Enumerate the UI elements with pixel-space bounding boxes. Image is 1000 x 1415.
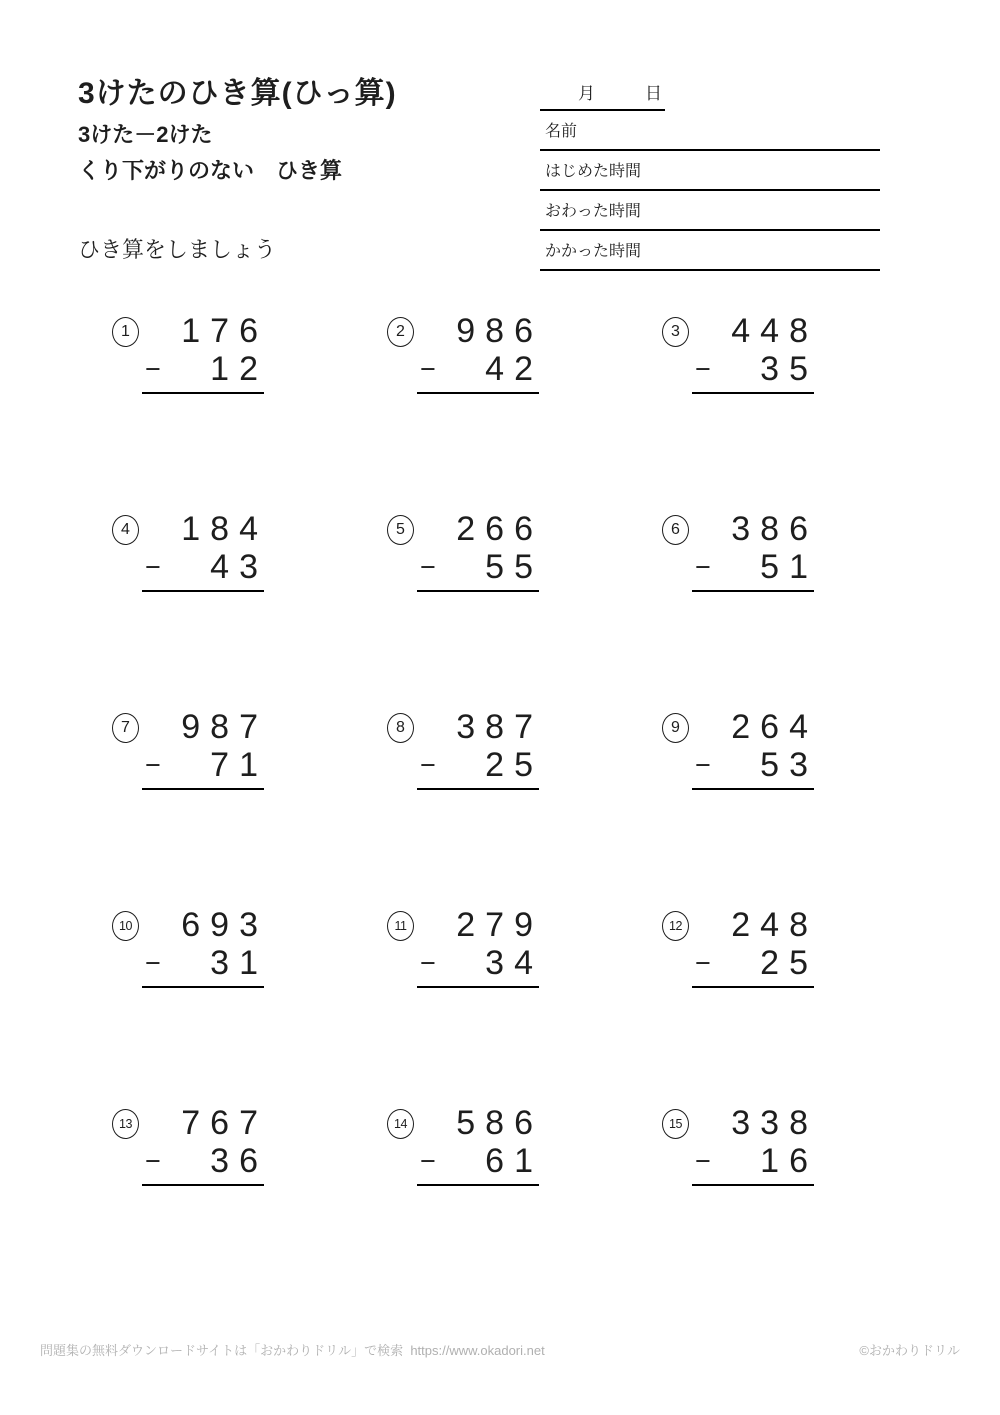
minuend-digits: 448 [731, 312, 818, 350]
problem-work-area [692, 312, 818, 394]
minuend-digits: 386 [731, 510, 818, 548]
problem-cell [662, 1104, 818, 1303]
problem-number-badge: 4 [112, 515, 139, 545]
answer-line [417, 392, 539, 394]
problem-work-area [692, 906, 818, 988]
minus-sign: − [695, 1146, 711, 1176]
minuend-digits: 279 [456, 906, 543, 944]
subtrahend-digits: 55 [485, 548, 543, 586]
end-time-label: おわった時間 [545, 203, 641, 220]
minuend-digits: 986 [456, 312, 543, 350]
problem-work-area [417, 1104, 543, 1186]
problem-number-badge: 15 [662, 1109, 689, 1139]
problem-work-area [692, 1104, 818, 1186]
minuend-digits: 248 [731, 906, 818, 944]
subtrahend-row [692, 548, 818, 586]
problem-cell [662, 708, 818, 907]
minuend-row [692, 906, 818, 944]
minus-sign: − [145, 750, 161, 780]
answer-line [142, 1184, 264, 1186]
subtrahend-row [692, 944, 818, 982]
problem-number-badge: 14 [387, 1109, 414, 1139]
subtrahend-digits: 35 [760, 350, 818, 388]
subtrahend-digits: 31 [210, 944, 268, 982]
problem-cell [112, 312, 268, 511]
minus-sign: − [145, 354, 161, 384]
subtrahend-row [142, 1142, 268, 1180]
problem-cell [387, 312, 543, 511]
answer-line [417, 986, 539, 988]
problem-cell [662, 906, 818, 1105]
problem-number-badge: 5 [387, 515, 414, 545]
problem-number-badge: 7 [112, 713, 139, 743]
minuend-row [142, 1104, 268, 1142]
minuend-digits: 184 [181, 510, 268, 548]
footer-copyright: ©おかわりドリル [859, 1343, 960, 1358]
minuend-row [692, 312, 818, 350]
subtitle-digits: 3けた－2けた [78, 122, 213, 147]
date-field [540, 80, 665, 111]
subtrahend-row [142, 746, 268, 784]
minuend-row [142, 708, 268, 746]
instruction-text: ひき算をしましょう [78, 237, 277, 262]
problem-work-area [417, 312, 543, 394]
problem-cell [387, 1104, 543, 1303]
answer-line [417, 590, 539, 592]
answer-line [142, 986, 264, 988]
minus-sign: − [695, 552, 711, 582]
subtrahend-digits: 43 [210, 548, 268, 586]
minuend-digits: 387 [456, 708, 543, 746]
problem-cell [387, 708, 543, 907]
problem-number-badge: 11 [387, 911, 414, 941]
minuend-row [417, 312, 543, 350]
problem-number-badge: 9 [662, 713, 689, 743]
minuend-digits: 767 [181, 1104, 268, 1142]
problem-work-area [417, 906, 543, 988]
subtrahend-row [417, 746, 543, 784]
problem-number-badge: 8 [387, 713, 414, 743]
problem-cell [387, 510, 543, 709]
subtrahend-row [692, 1142, 818, 1180]
subtrahend-digits: 42 [485, 350, 543, 388]
footer-credit: 問題集の無料ダウンロードサイトは「おかわりドリル」で検索 https://www.okadori.net [40, 1343, 545, 1358]
subtrahend-row [417, 944, 543, 982]
minus-sign: − [145, 552, 161, 582]
problem-work-area [142, 312, 268, 394]
answer-line [142, 590, 264, 592]
answer-line [417, 1184, 539, 1186]
problem-number-badge: 10 [112, 911, 139, 941]
problem-number-badge: 6 [662, 515, 689, 545]
minuend-row [142, 312, 268, 350]
answer-line [142, 788, 264, 790]
problem-cell [662, 312, 818, 511]
subtrahend-digits: 25 [485, 746, 543, 784]
subtrahend-digits: 25 [760, 944, 818, 982]
minuend-row [142, 906, 268, 944]
problem-cell [112, 906, 268, 1105]
minus-sign: − [420, 354, 436, 384]
answer-line [692, 590, 814, 592]
start-time-label: はじめた時間 [545, 163, 642, 180]
minus-sign: − [145, 1146, 161, 1176]
name-field [540, 111, 880, 151]
problems-grid [112, 312, 818, 1303]
elapsed-time-label: かかった時間 [545, 243, 642, 260]
subtrahend-digits: 53 [760, 746, 818, 784]
subtitle-borrowing: くり下がりのない ひき算 [78, 158, 343, 183]
elapsed-time-field [540, 231, 880, 271]
minuend-row [417, 906, 543, 944]
subtrahend-row [692, 350, 818, 388]
minuend-digits: 338 [731, 1104, 818, 1142]
subtrahend-row [417, 1142, 543, 1180]
subtrahend-row [417, 548, 543, 586]
answer-line [692, 986, 814, 988]
minus-sign: − [695, 750, 711, 780]
minus-sign: − [420, 552, 436, 582]
subtrahend-row [142, 350, 268, 388]
minuend-row [692, 510, 818, 548]
problem-number-badge: 13 [112, 1109, 139, 1139]
answer-line [692, 1184, 814, 1186]
minuend-row [692, 1104, 818, 1142]
subtrahend-row [142, 548, 268, 586]
info-form [540, 80, 880, 271]
problem-cell [387, 906, 543, 1105]
subtrahend-digits: 16 [760, 1142, 818, 1180]
problem-number-badge: 12 [662, 911, 689, 941]
day-label: 日 [645, 84, 662, 103]
minus-sign: − [420, 948, 436, 978]
minus-sign: − [695, 948, 711, 978]
answer-line [142, 392, 264, 394]
subtrahend-row [417, 350, 543, 388]
minuend-row [417, 708, 543, 746]
name-label: 名前 [545, 123, 578, 140]
minuend-digits: 176 [181, 312, 268, 350]
problem-cell [112, 708, 268, 907]
problem-number-badge: 2 [387, 317, 414, 347]
month-label: 月 [578, 84, 595, 103]
minus-sign: − [420, 1146, 436, 1176]
subtrahend-row [692, 746, 818, 784]
page-title: 3けたのひき算(ひっ算) [78, 77, 397, 110]
minus-sign: − [145, 948, 161, 978]
subtrahend-digits: 61 [485, 1142, 543, 1180]
problem-work-area [417, 510, 543, 592]
problem-cell [662, 510, 818, 709]
minuend-digits: 266 [456, 510, 543, 548]
end-time-field [540, 191, 880, 231]
minuend-digits: 264 [731, 708, 818, 746]
problem-work-area [142, 906, 268, 988]
minuend-row [692, 708, 818, 746]
subtrahend-row [142, 944, 268, 982]
minuend-row [417, 1104, 543, 1142]
minuend-row [142, 510, 268, 548]
minus-sign: − [695, 354, 711, 384]
subtrahend-digits: 51 [760, 548, 818, 586]
minuend-row [417, 510, 543, 548]
problem-work-area [142, 708, 268, 790]
problem-number-badge: 1 [112, 317, 139, 347]
problem-work-area [417, 708, 543, 790]
minuend-digits: 987 [181, 708, 268, 746]
subtrahend-digits: 36 [210, 1142, 268, 1180]
answer-line [692, 392, 814, 394]
problem-cell [112, 1104, 268, 1303]
problem-number-badge: 3 [662, 317, 689, 347]
minuend-digits: 586 [456, 1104, 543, 1142]
problem-work-area [142, 1104, 268, 1186]
minuend-digits: 693 [181, 906, 268, 944]
start-time-field [540, 151, 880, 191]
problem-work-area [692, 708, 818, 790]
problem-work-area [142, 510, 268, 592]
subtrahend-digits: 71 [210, 746, 268, 784]
problem-work-area [692, 510, 818, 592]
answer-line [692, 788, 814, 790]
subtrahend-digits: 34 [485, 944, 543, 982]
problem-cell [112, 510, 268, 709]
minus-sign: − [420, 750, 436, 780]
answer-line [417, 788, 539, 790]
subtrahend-digits: 12 [210, 350, 268, 388]
